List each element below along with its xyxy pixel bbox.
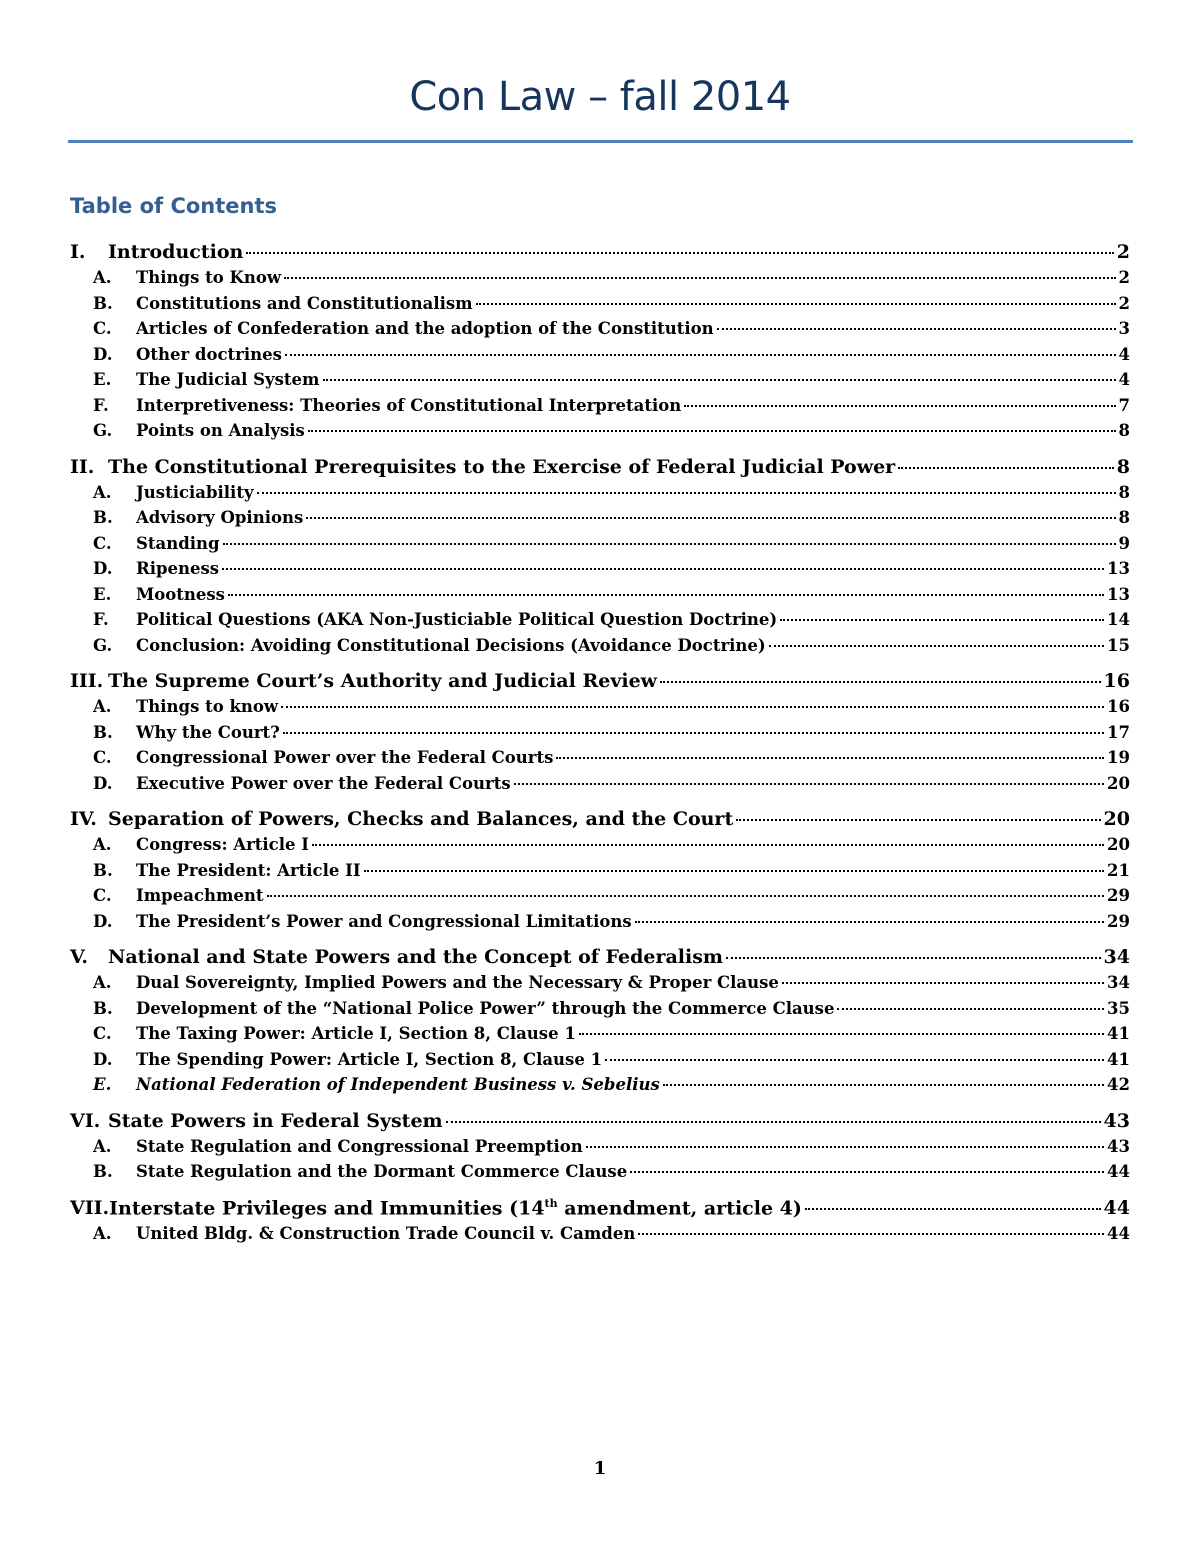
toc-entry-title-superscript: th	[544, 1196, 558, 1210]
toc-entry-title: Separation of Powers, Checks and Balances, and the Court	[108, 808, 734, 830]
toc-entry-number: B.	[93, 508, 113, 527]
toc-entry-page: 44	[1107, 1162, 1130, 1181]
toc-entry-title-part: amendment, article 4)	[557, 1196, 802, 1219]
toc-entry-number: VI.	[70, 1109, 101, 1132]
dot-leader	[586, 1146, 1104, 1148]
toc-entry-page: 21	[1107, 860, 1130, 880]
dot-leader	[308, 430, 1116, 432]
toc-entry-number: A.	[93, 973, 112, 992]
toc-subsection-entry[interactable]	[70, 319, 1130, 345]
dot-leader	[257, 492, 1116, 494]
toc-subsection-entry[interactable]	[70, 835, 1130, 861]
toc-section	[70, 456, 1130, 662]
toc-entry-title: Dual Sovereignty, Implied Powers and the Necessary & Proper Clause	[136, 973, 779, 992]
toc-subsection-entry[interactable]	[70, 912, 1130, 938]
toc-entry-number: B.	[93, 860, 113, 880]
toc-subsection-entry[interactable]	[70, 861, 1130, 887]
toc-entry-number: VII.	[70, 1196, 110, 1219]
dot-leader	[898, 467, 1114, 469]
toc-entry-number: F.	[93, 610, 109, 629]
toc-section-entry[interactable]	[70, 670, 1130, 697]
toc-entry-title: Interpretiveness: Theories of Constitutional Interpretation	[136, 395, 682, 415]
dot-leader	[638, 1233, 1104, 1235]
toc-entry-number: C.	[93, 748, 112, 767]
toc-entry-page: 43	[1107, 1136, 1130, 1156]
toc-entry-title: State Powers in Federal System	[108, 1109, 443, 1132]
toc-section	[70, 1110, 1130, 1188]
toc-entry-title: National Federation of Independent Business v. Sebelius	[136, 1075, 660, 1094]
toc-entry-number: IV.	[70, 808, 97, 830]
toc-subsection-entry[interactable]	[70, 1075, 1130, 1101]
dot-leader	[446, 1121, 1101, 1123]
dot-leader	[635, 921, 1104, 923]
title-divider	[68, 140, 1133, 143]
dot-leader	[660, 681, 1101, 683]
toc-entry-number: D.	[93, 911, 113, 931]
toc-entry-page: 14	[1107, 610, 1130, 629]
dot-leader	[556, 757, 1104, 759]
dot-leader	[228, 594, 1104, 596]
toc-entry-title: Congress: Article I	[136, 835, 309, 854]
toc-section-entry[interactable]	[70, 1197, 1130, 1224]
toc-entry-page: 13	[1107, 559, 1130, 578]
toc-entry-page: 29	[1107, 911, 1130, 931]
toc-entry-title: Ripeness	[136, 559, 220, 578]
dot-leader	[285, 354, 1116, 356]
toc-section-entry[interactable]	[70, 946, 1130, 973]
dot-leader	[769, 645, 1104, 647]
toc-entry-page: 19	[1107, 748, 1130, 767]
dot-leader	[663, 1084, 1104, 1086]
toc-subsection-entry[interactable]	[70, 508, 1130, 534]
dot-leader	[312, 844, 1104, 846]
toc-entry-title: The Judicial System	[136, 370, 320, 389]
toc-subsection-entry[interactable]	[70, 999, 1130, 1025]
table-of-contents	[70, 241, 1130, 1258]
toc-entry-page: 9	[1118, 533, 1130, 553]
toc-subsection-entry[interactable]	[70, 973, 1130, 999]
toc-entry-title: Introduction	[108, 241, 244, 263]
dot-leader	[476, 303, 1116, 305]
toc-entry-title: Points on Analysis	[136, 421, 305, 440]
toc-entry-page: 34	[1103, 946, 1130, 968]
toc-entry-title: Constitutions and Constitutionalism	[136, 293, 473, 313]
toc-heading: Table of Contents	[70, 194, 278, 218]
toc-entry-page: 16	[1107, 697, 1130, 716]
toc-entry-page: 20	[1107, 835, 1130, 854]
toc-entry-number: B.	[93, 722, 113, 742]
toc-section	[70, 808, 1130, 937]
dot-leader	[782, 982, 1104, 984]
toc-entry-title: Why the Court?	[136, 722, 280, 742]
dot-leader	[284, 277, 1115, 279]
dot-leader	[630, 1171, 1104, 1173]
toc-entry-title: Conclusion: Avoiding Constitutional Decisions (Avoidance Doctrine)	[136, 635, 766, 655]
dot-leader	[306, 517, 1115, 519]
toc-subsection-entry[interactable]	[70, 559, 1130, 585]
toc-entry-title: Other doctrines	[136, 344, 282, 364]
toc-subsection-entry[interactable]	[70, 748, 1130, 774]
dot-leader	[283, 732, 1104, 734]
toc-entry-number: A.	[93, 268, 112, 287]
toc-entry-number: B.	[93, 998, 113, 1018]
toc-entry-title: Political Questions (AKA Non-Justiciable Political Question Doctrine)	[136, 610, 778, 629]
toc-entry-title: The Spending Power: Article I, Section 8, Clause 1	[136, 1049, 603, 1069]
dot-leader	[726, 957, 1101, 959]
dot-leader	[837, 1008, 1104, 1010]
toc-entry-title: Development of the “National Police Power” through the Commerce Clause	[136, 998, 835, 1018]
toc-entry-page: 42	[1107, 1075, 1130, 1094]
dot-leader	[364, 870, 1104, 872]
toc-entry-page: 43	[1103, 1109, 1130, 1132]
toc-section	[70, 1197, 1130, 1250]
toc-entry-number: D.	[93, 344, 113, 364]
toc-entry-title: State Regulation and the Dormant Commerce Clause	[136, 1162, 628, 1181]
toc-subsection-entry[interactable]	[70, 636, 1130, 662]
toc-section-entry[interactable]	[70, 456, 1130, 483]
toc-entry-page: 8	[1118, 482, 1130, 502]
toc-entry-number: A.	[93, 1223, 112, 1243]
toc-subsection-entry[interactable]	[70, 697, 1130, 723]
toc-entry-page: 34	[1107, 973, 1130, 992]
toc-subsection-entry[interactable]	[70, 585, 1130, 611]
toc-subsection-entry[interactable]	[70, 723, 1130, 749]
toc-entry-title: Articles of Confederation and the adoption of the Constitution	[136, 319, 714, 338]
toc-entry-title: National and State Powers and the Concept of Federalism	[108, 946, 724, 968]
dot-leader	[579, 1033, 1104, 1035]
dot-leader	[281, 706, 1104, 708]
toc-entry-number: G.	[93, 635, 113, 655]
toc-entry-page: 8	[1118, 508, 1130, 527]
toc-entry-number: C.	[93, 533, 112, 553]
dot-leader	[684, 405, 1115, 407]
toc-entry-number: G.	[93, 421, 113, 440]
toc-entry-page: 7	[1118, 395, 1130, 415]
toc-entry-title: Standing	[136, 533, 220, 553]
toc-subsection-entry[interactable]	[70, 294, 1130, 320]
document-title: Con Law – fall 2014	[409, 74, 791, 120]
toc-entry-title: Impeachment	[136, 886, 264, 905]
toc-entry-page: 44	[1107, 1223, 1130, 1243]
toc-section	[70, 946, 1130, 1101]
dot-leader	[736, 819, 1100, 821]
toc-subsection-entry[interactable]	[70, 534, 1130, 560]
toc-subsection-entry[interactable]	[70, 610, 1130, 636]
dot-leader	[780, 619, 1104, 621]
toc-entry-number: D.	[93, 1049, 113, 1069]
toc-entry-title: Things to know	[136, 697, 279, 716]
toc-entry-title: Things to Know	[136, 268, 282, 287]
toc-entry-number: C.	[93, 1024, 112, 1043]
toc-entry-page: 20	[1103, 808, 1130, 830]
toc-entry-page: 2	[1116, 241, 1130, 263]
toc-subsection-entry[interactable]	[70, 1024, 1130, 1050]
toc-entry-number: B.	[93, 293, 113, 313]
toc-section	[70, 670, 1130, 799]
toc-subsection-entry[interactable]	[70, 421, 1130, 447]
toc-entry-number: F.	[93, 395, 109, 415]
toc-entry-title: The Taxing Power: Article I, Section 8, Clause 1	[136, 1024, 576, 1043]
toc-entry-title: The President’s Power and Congressional Limitations	[136, 911, 632, 931]
toc-subsection-entry[interactable]	[70, 1162, 1130, 1188]
toc-entry-page: 4	[1118, 344, 1130, 364]
toc-entry-number: A.	[93, 1136, 112, 1156]
toc-entry-page: 41	[1107, 1049, 1130, 1069]
toc-section-entry[interactable]	[70, 808, 1130, 835]
toc-entry-page: 29	[1107, 886, 1130, 905]
toc-entry-page: 41	[1107, 1024, 1130, 1043]
toc-entry-number: E.	[93, 1075, 112, 1094]
toc-entry-page: 17	[1107, 722, 1130, 742]
toc-entry-page: 8	[1116, 455, 1130, 478]
toc-subsection-entry[interactable]	[70, 886, 1130, 912]
toc-entry-title: The Constitutional Prerequisites to the Exercise of Federal Judicial Power	[108, 455, 896, 478]
toc-entry-title: Advisory Opinions	[136, 508, 304, 527]
toc-entry-title: The President: Article II	[136, 860, 361, 880]
toc-entry-page: 2	[1118, 268, 1130, 287]
toc-entry-title: Congressional Power over the Federal Courts	[136, 748, 554, 767]
toc-entry-number: A.	[93, 697, 112, 716]
toc-entry-page: 8	[1118, 421, 1130, 440]
toc-entry-number: C.	[93, 886, 112, 905]
toc-entry-number: B.	[93, 1162, 113, 1181]
toc-entry-number: D.	[93, 559, 113, 578]
toc-subsection-entry[interactable]	[70, 774, 1130, 800]
dot-leader	[222, 568, 1104, 570]
toc-entry-page: 2	[1118, 293, 1130, 313]
toc-entry-page: 20	[1107, 773, 1130, 793]
toc-entry-number: E.	[93, 584, 112, 604]
toc-entry-title-part: Interstate Privileges and Immunities (14	[109, 1196, 545, 1219]
toc-entry-number: D.	[93, 773, 113, 793]
toc-entry-title: Mootness	[136, 584, 225, 604]
toc-entry-title: State Regulation and Congressional Preemption	[136, 1136, 583, 1156]
toc-entry-page: 4	[1118, 370, 1130, 389]
toc-entry-number: II.	[70, 455, 95, 478]
toc-subsection-entry[interactable]	[70, 345, 1130, 371]
toc-entry-page: 3	[1118, 319, 1130, 338]
toc-subsection-entry[interactable]	[70, 268, 1130, 294]
dot-leader	[514, 783, 1104, 785]
toc-entry-number: A.	[93, 482, 112, 502]
toc-entry-number: C.	[93, 319, 112, 338]
toc-entry-number: III.	[70, 670, 104, 692]
toc-subsection-entry[interactable]	[70, 1224, 1130, 1250]
toc-section	[70, 241, 1130, 447]
toc-subsection-entry[interactable]	[70, 370, 1130, 396]
toc-entry-page: 16	[1103, 670, 1130, 692]
toc-entry-number: E.	[93, 370, 112, 389]
toc-subsection-entry[interactable]	[70, 483, 1130, 509]
toc-entry-number: V.	[70, 946, 89, 968]
toc-entry-title: Executive Power over the Federal Courts	[136, 773, 511, 793]
toc-entry-number: A.	[93, 835, 112, 854]
toc-entry-number: I.	[70, 241, 86, 263]
dot-leader	[717, 328, 1116, 330]
dot-leader	[605, 1059, 1104, 1061]
dot-leader	[805, 1208, 1101, 1210]
page-number: 1	[593, 1458, 607, 1479]
dot-leader	[267, 895, 1105, 897]
toc-section-entry[interactable]	[70, 1110, 1130, 1137]
toc-subsection-entry[interactable]	[70, 396, 1130, 422]
dot-leader	[223, 543, 1116, 545]
toc-subsection-entry[interactable]	[70, 1137, 1130, 1163]
toc-entry-title	[109, 1197, 802, 1219]
toc-entry-page: 13	[1107, 584, 1130, 604]
toc-entry-title: The Supreme Court’s Authority and Judicial Review	[108, 670, 658, 692]
toc-section-entry[interactable]	[70, 241, 1130, 268]
toc-entry-title: United Bldg. & Construction Trade Council v. Camden	[136, 1223, 636, 1243]
dot-leader	[323, 379, 1116, 381]
toc-entry-title: Justiciability	[136, 482, 254, 502]
dot-leader	[246, 252, 1113, 254]
toc-entry-page: 44	[1103, 1196, 1130, 1219]
toc-entry-page: 35	[1107, 998, 1130, 1018]
toc-entry-page: 15	[1107, 635, 1130, 655]
toc-subsection-entry[interactable]	[70, 1050, 1130, 1076]
